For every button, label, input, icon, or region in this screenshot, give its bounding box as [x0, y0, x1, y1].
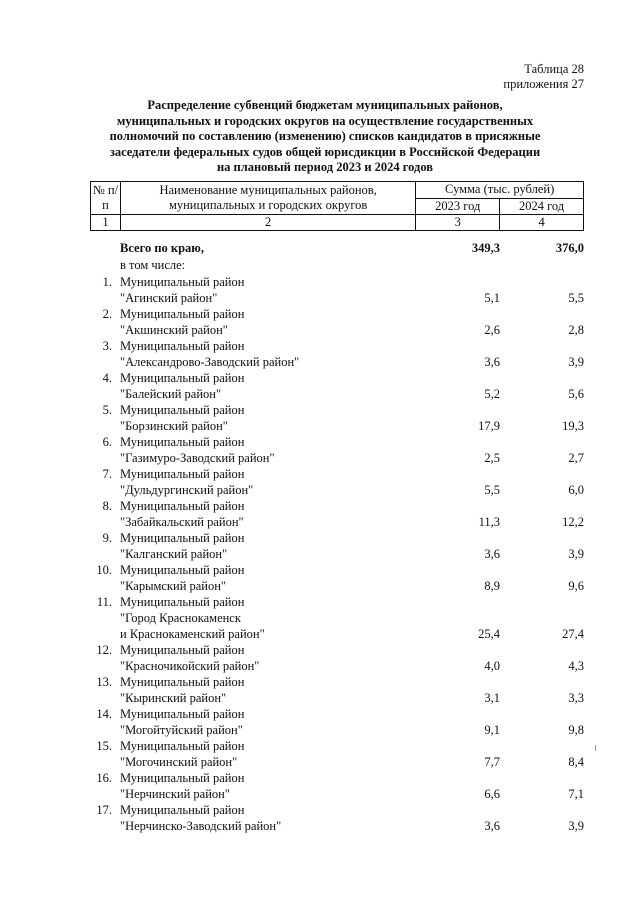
district-name-line: "Карымский район" [120, 579, 227, 593]
header-name: Наименование муниципальных районов, муниципальных и городских округов [120, 182, 415, 215]
district-name-line: Муниципальный район [120, 531, 245, 545]
table-row [0, 770, 640, 802]
margin-mark [595, 745, 596, 751]
district-name-line: Муниципальный район [120, 435, 245, 449]
district-name-line: Муниципальный район [120, 643, 245, 657]
row-value-2023: 2,5 [484, 451, 500, 465]
col-number-1: 1 [91, 215, 121, 231]
table-caption [503, 62, 584, 92]
row-district-name [120, 738, 440, 770]
row-value-2023: 4,0 [484, 659, 500, 673]
row-value-2023: 5,5 [484, 483, 500, 497]
table-header [90, 181, 584, 231]
col-number-4: 4 [500, 215, 584, 231]
table-row [0, 370, 640, 402]
row-value-2023: 25,4 [478, 627, 500, 641]
table-row [0, 274, 640, 306]
row-value-2024: 9,8 [568, 723, 584, 737]
row-value-2024: 6,0 [568, 483, 584, 497]
row-value-2024: 2,8 [568, 323, 584, 337]
row-value-2023: 5,1 [484, 291, 500, 305]
total-label: Всего по краю, [120, 241, 204, 255]
district-name-line: Муниципальный район [120, 275, 245, 289]
row-value-2023: 6,6 [484, 787, 500, 801]
district-name-line: Муниципальный район [120, 771, 245, 785]
district-name-line: Муниципальный район [120, 563, 245, 577]
district-name-line: Муниципальный район [120, 499, 245, 513]
row-value-2024: 7,1 [568, 787, 584, 801]
table-row [0, 674, 640, 706]
row-district-name [120, 802, 440, 834]
row-district-name [120, 370, 440, 402]
col-number-3: 3 [416, 215, 500, 231]
title-line: муниципальных и городских округов на осуществление государственных [116, 113, 534, 128]
district-name-line: "Акшинский район" [120, 323, 228, 337]
col-number-2: 2 [120, 215, 415, 231]
row-number: 7. [102, 467, 112, 481]
title-line: Распределение субвенций бюджетам муниципальных районов, [147, 98, 503, 112]
row-value-2024: 5,6 [568, 387, 584, 401]
row-district-name [120, 274, 440, 306]
header-2023: 2023 год [416, 198, 500, 215]
row-number: 1. [102, 275, 112, 289]
row-district-name [120, 642, 440, 674]
district-name-line: Муниципальный район [120, 675, 245, 689]
row-number: 9. [102, 531, 112, 545]
row-district-name [120, 434, 440, 466]
district-name-line: и Краснокаменский район" [120, 627, 265, 641]
row-number: 6. [102, 435, 112, 449]
row-value-2024: 3,9 [568, 819, 584, 833]
row-district-name [120, 770, 440, 802]
row-number: 10. [96, 563, 112, 577]
row-number: 11. [96, 595, 112, 609]
row-number: 13. [96, 675, 112, 689]
district-name-line: Муниципальный район [120, 403, 245, 417]
table-row [0, 802, 640, 834]
table-row [0, 466, 640, 498]
title-line: заседатели федеральных судов общей юрисдикции в Российской Федерации [109, 144, 541, 159]
district-name-line: "Нерчинско-Заводский район" [120, 819, 282, 833]
row-value-2023: 7,7 [484, 755, 500, 769]
district-name-line: "Красночикойский район" [120, 659, 260, 673]
district-name-line: "Дульдургинский район" [120, 483, 254, 497]
row-value-2024: 9,6 [568, 579, 584, 593]
row-district-name [120, 338, 440, 370]
district-name-line: "Могочинский район" [120, 755, 238, 769]
row-value-2024: 3,3 [568, 691, 584, 705]
row-district-name [120, 306, 440, 338]
title-line: полномочий по составлению (изменению) списков кандидатов в присяжные [109, 129, 541, 143]
row-value-2023: 3,6 [484, 819, 500, 833]
caption-table-number: Таблица 28 [524, 62, 584, 76]
total-2023: 349,3 [471, 241, 500, 255]
header-sum: Сумма (тыс. рублей) [416, 182, 584, 199]
row-value-2024: 27,4 [562, 627, 584, 641]
total-row [0, 241, 640, 277]
district-name-line: Муниципальный район [120, 707, 245, 721]
row-district-name [120, 594, 440, 642]
row-value-2024: 2,7 [568, 451, 584, 465]
district-name-line: Муниципальный район [120, 803, 245, 817]
row-value-2024: 19,3 [562, 419, 584, 433]
district-name-line: "Город Краснокаменск [120, 611, 241, 625]
total-2024: 376,0 [555, 241, 584, 255]
district-name-line: "Александрово-Заводский район" [120, 355, 300, 369]
row-value-2024: 4,3 [568, 659, 584, 673]
row-number: 3. [102, 339, 112, 353]
table-row [0, 402, 640, 434]
row-value-2023: 11,3 [478, 515, 500, 529]
row-number: 16. [96, 771, 112, 785]
row-district-name [120, 402, 440, 434]
caption-appendix: приложения 27 [503, 77, 584, 91]
row-value-2023: 8,9 [484, 579, 500, 593]
table-row [0, 594, 640, 642]
row-number: 17. [96, 803, 112, 817]
row-district-name [120, 498, 440, 530]
row-number: 2. [102, 307, 112, 321]
document-title [90, 98, 560, 176]
district-name-line: Муниципальный район [120, 307, 245, 321]
district-name-line: "Могойтуйский район" [120, 723, 243, 737]
row-district-name [120, 562, 440, 594]
district-name-line: "Агинский район" [120, 291, 218, 305]
row-number: 12. [96, 643, 112, 657]
district-name-line: "Калганский район" [120, 547, 228, 561]
row-value-2024: 8,4 [568, 755, 584, 769]
row-value-2023: 3,6 [484, 355, 500, 369]
row-value-2023: 3,6 [484, 547, 500, 561]
table-row [0, 498, 640, 530]
total-sublabel: в том числе: [120, 258, 186, 272]
row-district-name [120, 706, 440, 738]
table-row [0, 306, 640, 338]
district-name-line: "Борзинский район" [120, 419, 228, 433]
row-number: 5. [102, 403, 112, 417]
row-number: 14. [96, 707, 112, 721]
table-row [0, 530, 640, 562]
district-name-line: Муниципальный район [120, 739, 245, 753]
table-row [0, 738, 640, 770]
district-name-line: "Газимуро-Заводский район" [120, 451, 275, 465]
row-value-2024: 12,2 [562, 515, 584, 529]
row-value-2024: 5,5 [568, 291, 584, 305]
row-value-2024: 3,9 [568, 355, 584, 369]
row-value-2024: 3,9 [568, 547, 584, 561]
row-value-2023: 17,9 [478, 419, 500, 433]
row-value-2023: 2,6 [484, 323, 500, 337]
header-2024: 2024 год [500, 198, 584, 215]
row-value-2023: 5,2 [484, 387, 500, 401]
table-row [0, 562, 640, 594]
row-district-name [120, 466, 440, 498]
row-number: 15. [96, 739, 112, 753]
header-num: № п/п [91, 182, 121, 215]
district-name-line: "Нерчинский район" [120, 787, 230, 801]
district-name-line: Муниципальный район [120, 595, 245, 609]
table-row [0, 706, 640, 738]
row-district-name [120, 530, 440, 562]
district-name-line: Муниципальный район [120, 467, 245, 481]
table-row [0, 642, 640, 674]
district-name-line: Муниципальный район [120, 339, 245, 353]
district-name-line: "Кыринский район" [120, 691, 227, 705]
row-value-2023: 3,1 [484, 691, 500, 705]
district-name-line: Муниципальный район [120, 371, 245, 385]
table-row [0, 338, 640, 370]
row-number: 4. [102, 371, 112, 385]
row-district-name [120, 674, 440, 706]
row-value-2023: 9,1 [484, 723, 500, 737]
table-row [0, 434, 640, 466]
title-line: на плановый период 2023 и 2024 годов [216, 160, 434, 174]
district-name-line: "Забайкальский район" [120, 515, 244, 529]
row-number: 8. [102, 499, 112, 513]
district-name-line: "Балейский район" [120, 387, 222, 401]
